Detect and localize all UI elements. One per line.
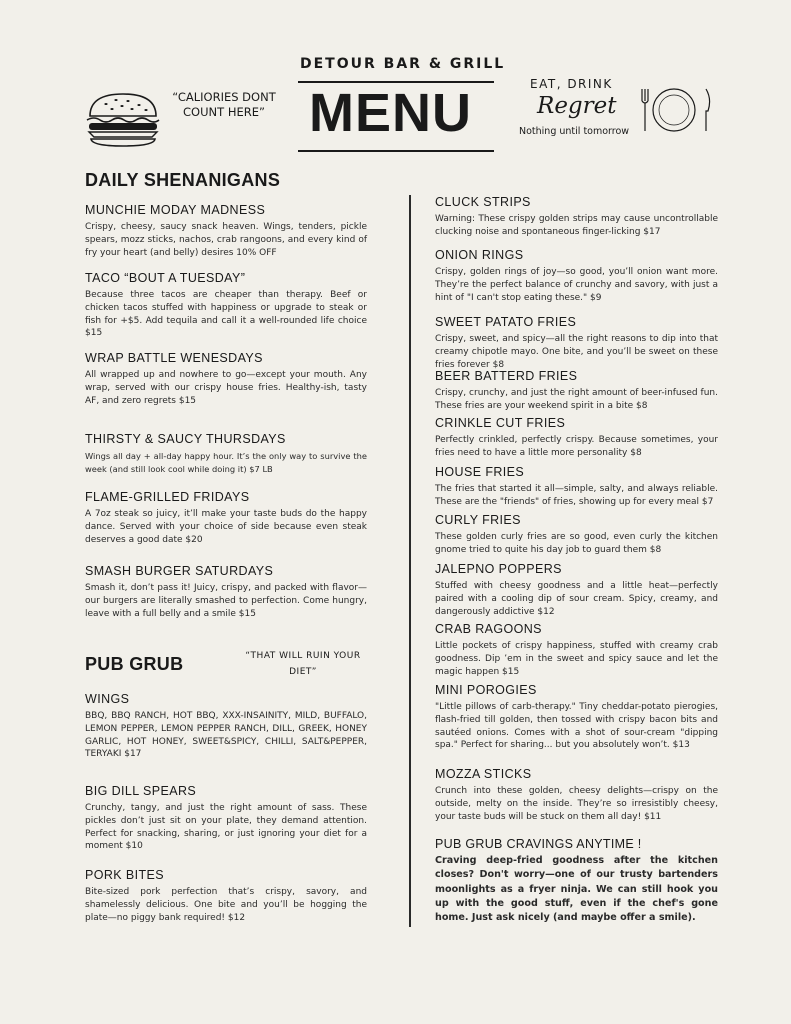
item-desc: Crispy, cheesy, saucy snack heaven. Wings, tenders, pickle spears, mozz sticks, nachos, crab rangoons, and every kind of fry your heart (and belly) desires 10% OFF — [85, 222, 367, 258]
menu-item — [435, 683, 718, 752]
menu-item — [435, 369, 718, 413]
item-name: CURLY FRIES — [435, 513, 521, 527]
menu-item — [85, 784, 367, 853]
restaurant-name: DETOUR BAR & GRILL — [300, 56, 506, 72]
item-desc: Perfectly crinkled, perfectly crispy. Because sometimes, your fries need to have a little more personality $8 — [435, 435, 718, 458]
menu-item — [435, 416, 718, 460]
menu-item — [85, 868, 367, 924]
menu-title: MENU — [309, 83, 472, 143]
menu-item — [85, 351, 367, 407]
item-name: WINGS — [85, 692, 130, 706]
item-name: CRAB RAGOONS — [435, 622, 542, 636]
item-name: JALEPNO POPPERS — [435, 562, 562, 576]
regret-script: Regret — [537, 93, 617, 119]
item-desc: BBQ, BBQ RANCH, HOT BBQ, XXX-INSAINITY, MILD, BUFFALO, LEMON PEPPER, LEMON PEPPER RANCH, DILL, GREEK, HONEY GARLIC, HOT HONEY, SWEET&SPICY, CHILLI, SALT&PEPPER, TERYAKI $17 — [85, 711, 367, 760]
item-desc: Crunchy, tangy, and just the right amount of sass. These pickles don’t just sit on your plate, they demand attention. Perfect for snacking, sharing, or just ignoring your diet for a moment $10 — [85, 803, 367, 852]
item-desc: These golden curly fries are so good, even curly the kitchen gnome tried to quite his day job to guard them $8 — [435, 532, 718, 555]
menu-item — [435, 562, 718, 618]
item-desc: All wrapped up and nowhere to go—except your mouth. Any wrap, served with our crispy house fries. Healthy-ish, tasty AF, and zero regrets $15 — [85, 370, 367, 406]
item-name: SWEET PATATO FRIES — [435, 315, 577, 329]
menu-item — [435, 465, 718, 509]
section-title-pub-grub: PUB GRUB — [85, 654, 184, 674]
item-desc: Little pockets of crispy happiness, stuffed with creamy crab goodness. Dip ’em in the sweet and spicy sauce and let the magic happen $15 — [435, 641, 718, 677]
menu-item — [435, 622, 718, 678]
item-desc: Crispy, sweet, and spicy—all the right reasons to dip into that creamy chipotle mayo. One bite, and you’ll be sweet on these fries forever $8 — [435, 334, 718, 370]
item-name: MOZZA STICKS — [435, 767, 532, 781]
diet-quote: “THAT WILL RUIN YOUR DIET” — [245, 651, 361, 677]
item-name: CLUCK STRIPS — [435, 195, 531, 209]
menu-item — [85, 432, 367, 476]
item-name: BEER BATTERD FRIES — [435, 369, 578, 383]
menu-item — [435, 248, 718, 304]
item-name: FLAME-GRILLED FRIDAYS — [85, 490, 250, 504]
cravings-desc: Craving deep-fried goodness after the kitchen closes? Don't worry—one of our trusty bartenders moonlights as a fryer ninja. We can still hook you up with the good stuff, even if the chef's gone home. Just ask nicely (and maybe offer a smile). — [435, 855, 718, 924]
item-name: HOUSE FRIES — [435, 465, 525, 479]
cravings-note — [435, 837, 718, 925]
item-desc: Warning: These crispy golden strips may cause uncontrollable clucking noise and spontaneous finger-licking $17 — [435, 214, 718, 237]
item-name: PORK BITES — [85, 868, 165, 882]
menu-item — [435, 513, 718, 557]
item-name: MINI POROGIES — [435, 683, 537, 697]
tagline: Nothing until tomorrow — [519, 126, 630, 137]
item-desc: Smash it, don’t pass it! Juicy, crispy, and packed with flavor—our burgers are literally smashed to perfection. Come hungry, leave with a full belly and a smile $15 — [85, 583, 367, 619]
item-desc: Crunch into these golden, cheesy delights—crispy on the outside, melty on the inside. They’re so irresistibly cheesy, your taste buds will be stuck on them all day! $11 — [435, 786, 718, 822]
plate-cutlery-icon — [628, 85, 720, 135]
item-name: TACO “BOUT A TUESDAY” — [85, 271, 246, 285]
item-desc: Crispy, golden rings of joy—so good, you’ll onion want more. They’re the perfect balance of crunchy and savory, with just a hint of "I can't stop eating these." $9 — [435, 267, 718, 303]
item-desc: Stuffed with cheesy goodness and a little heat—perfectly paired with a cooling dip of sour cream. Spicy, creamy, and dangerously addictive $12 — [435, 581, 718, 617]
menu-item — [85, 490, 367, 546]
menu-item — [435, 315, 718, 371]
item-name: MUNCHIE MODAY MADNESS — [85, 203, 266, 217]
item-name: THIRSTY & SAUCY THURSDAYS — [85, 432, 286, 446]
menu-item — [85, 692, 367, 761]
item-name: WRAP BATTLE WENESDAYS — [85, 351, 263, 365]
eat-drink-text: EAT, DRINK — [530, 77, 613, 91]
item-name: CRINKLE CUT FRIES — [435, 416, 566, 430]
menu-item — [435, 195, 718, 239]
menu-item — [85, 203, 367, 259]
menu-item — [85, 564, 367, 620]
title-bottom-rule — [298, 150, 494, 152]
item-name: BIG DILL SPEARS — [85, 784, 197, 798]
item-desc: "Little pillows of carb-therapy." Tiny cheddar-potato pierogies, flash-fried till golden, then tossed with crispy bacon bits and sautéed onions. Comes with a shot of sour-cream "dipping spa." Perfect for sharing... but you absolutely won’t. $13 — [435, 702, 718, 751]
menu-item — [85, 271, 367, 340]
item-desc: Crispy, crunchy, and just the right amount of beer-infused fun. These fries are your weekend spirit in a bite $8 — [435, 388, 718, 411]
cravings-title: PUB GRUB CRAVINGS ANYTIME ! — [435, 837, 642, 851]
item-desc: A 7oz steak so juicy, it’ll make your taste buds do the happy dance. Served with your choice of side because even steak deserves a good date $20 — [85, 509, 367, 545]
burger-icon — [84, 90, 162, 148]
section-title-daily: DAILY SHENANIGANS — [85, 170, 281, 190]
item-desc: Because three tacos are cheaper than therapy. Beef or chicken tacos stuffed with happiness or upgrade to steak or fish for +$5. Add tequila and call it a well-rounded life choice $15 — [85, 290, 367, 339]
item-name: ONION RINGS — [435, 248, 524, 262]
calories-quote: “CALIORIES DONT COUNT HERE” — [172, 90, 276, 119]
menu-item — [435, 767, 718, 823]
column-divider — [409, 195, 411, 927]
item-desc: Bite-sized pork perfection that’s crispy, savory, and shamelessly delicious. One bite and you’ll be hogging the plate—no piggy bank required! $12 — [85, 887, 367, 923]
item-name: SMASH BURGER SATURDAYS — [85, 564, 274, 578]
item-desc: Wings all day + all-day happy hour. It’s the only way to survive the week (and still look cool while doing it) $7 LB — [85, 451, 367, 474]
item-desc: The fries that started it all—simple, salty, and always reliable. These are the "friends" of fries, showing up for every meal $7 — [435, 484, 718, 507]
